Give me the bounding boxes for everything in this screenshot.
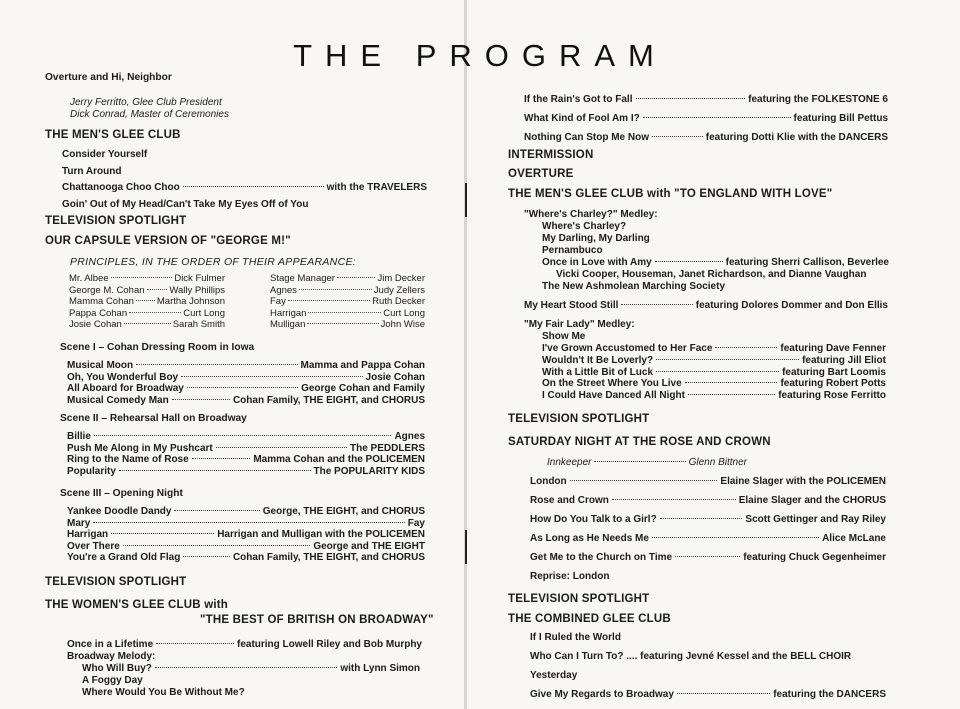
song-item: Where's Charley?	[542, 221, 627, 232]
song-row	[524, 113, 888, 124]
song-performer: Cohan Family, THE EIGHT, and CHORUS	[232, 552, 425, 563]
song-performer: featuring Dave Fenner	[780, 343, 886, 354]
song-performer: featuring Dolores Dommer and Don Ellis	[695, 300, 888, 311]
song-title: Rose and Crown	[530, 495, 609, 506]
song-row	[530, 495, 886, 506]
song-row	[67, 529, 425, 540]
song-title: Who Will Buy?	[82, 663, 152, 674]
song-title: Popularity	[67, 465, 116, 477]
cast-actor: Ruth Decker	[372, 296, 425, 307]
song-performer: Harrigan and Mulligan with the POLICEMEN	[217, 529, 425, 540]
song-title: Chattanooga Choo Choo	[62, 182, 180, 193]
song-performer: featuring Dotti Klie with the DANCERS	[705, 132, 888, 143]
song-row	[67, 395, 425, 406]
song-title: London	[530, 476, 567, 487]
song-performer: featuring Bill Pettus	[793, 113, 888, 124]
song-performer: Fay	[407, 517, 425, 529]
section-heading: OVERTURE	[508, 168, 574, 180]
song-item: Broadway Melody:	[67, 651, 156, 662]
medley-heading: "Where's Charley?" Medley:	[524, 209, 658, 220]
song-title: Yankee Doodle Dandy	[67, 506, 172, 517]
song-item: Goin' Out of My Head/Can't Take My Eyes Off of You	[62, 199, 309, 210]
song-row	[67, 443, 425, 454]
song-title: Push Me Along in My Pushcart	[67, 442, 213, 454]
cast-role: George M. Cohan	[69, 284, 145, 296]
song-performer: with Lynn Simon	[340, 663, 420, 674]
song-row	[67, 518, 425, 529]
song-title: You're a Grand Old Flag	[67, 552, 181, 563]
song-performer: George, THE EIGHT, and CHORUS	[262, 506, 425, 517]
song-performer: Josie Cohan	[365, 371, 425, 383]
song-title: If the Rain's Got to Fall	[524, 94, 633, 105]
cast-actor: Glenn Bittner	[688, 457, 747, 468]
cast-row	[69, 273, 225, 284]
song-row	[524, 132, 888, 143]
scene-heading: Scene II – Rehearsal Hall on Broadway	[60, 413, 247, 424]
cast-row	[270, 296, 425, 307]
song-performer: featuring Robert Potts	[780, 378, 886, 390]
section-heading: THE WOMEN'S GLEE CLUB with	[45, 599, 228, 611]
song-item: A Foggy Day	[82, 675, 143, 686]
song-title: I Could Have Danced All Night	[542, 390, 685, 402]
cast-row	[69, 308, 225, 319]
song-title: Oh, You Wonderful Boy	[67, 371, 179, 383]
cast-actor: Judy Zellers	[373, 284, 425, 296]
song-title: Musical Moon	[67, 360, 134, 371]
song-title: Give My Regards to Broadway	[530, 689, 674, 700]
song-item: Reprise: London	[530, 571, 610, 582]
page-spine	[464, 0, 467, 709]
song-item: If I Ruled the World	[530, 632, 621, 643]
song-title: Over There	[67, 540, 120, 552]
medley-heading: "My Fair Lady" Medley:	[524, 319, 635, 330]
song-title: On the Street Where You Live	[542, 378, 682, 390]
song-performer: Agnes	[394, 431, 425, 442]
song-row	[530, 476, 886, 487]
song-row	[542, 390, 886, 401]
cast-role: Mamma Cohan	[69, 296, 134, 307]
song-row	[524, 94, 888, 105]
song-row	[530, 552, 886, 563]
song-title: Once in Love with Amy	[542, 257, 652, 268]
song-performer: Scott Gettinger and Ray Riley	[745, 514, 886, 525]
cast-row	[547, 457, 747, 468]
song-title: Once in a Lifetime	[67, 639, 154, 650]
section-heading: "THE BEST OF BRITISH ON BROADWAY"	[200, 614, 434, 626]
song-performer: Elaine Slager with the POLICEMEN	[720, 476, 886, 487]
song-title: What Kind of Fool Am I?	[524, 113, 640, 124]
song-title: How Do You Talk to a Girl?	[530, 514, 657, 525]
song-row	[67, 383, 425, 394]
song-title: Billie	[67, 431, 91, 442]
song-title: Wouldn't It Be Loverly?	[542, 354, 654, 366]
song-row	[530, 689, 886, 700]
song-performer: Cohan Family, THE EIGHT, and CHORUS	[232, 394, 425, 406]
song-item: Yesterday	[530, 670, 578, 681]
section-heading: THE MEN'S GLEE CLUB	[45, 129, 181, 141]
song-performer: Alice McLane	[822, 533, 886, 544]
cast-actor: Sarah Smith	[172, 319, 225, 330]
song-title: I've Grown Accustomed to Her Face	[542, 343, 713, 354]
song-row	[524, 300, 888, 311]
song-row	[542, 257, 889, 268]
section-heading: THE MEN'S GLEE CLUB with "TO ENGLAND WITH LOVE"	[508, 188, 833, 200]
song-row	[67, 431, 425, 442]
song-row	[530, 533, 886, 544]
song-row	[542, 355, 886, 366]
cast-actor: Curt Long	[183, 307, 225, 319]
song-title: With a Little Bit of Luck	[542, 366, 654, 378]
song-row	[67, 372, 425, 383]
song-performer: featuring Rose Ferritto	[778, 390, 886, 402]
staple-mark	[465, 530, 467, 564]
cast-role: Josie Cohan	[69, 319, 122, 330]
song-title: Nothing Can Stop Me Now	[524, 132, 649, 143]
section-heading: INTERMISSION	[508, 149, 594, 161]
song-performer: with the TRAVELERS	[326, 182, 427, 193]
program-title: THE PROGRAM	[293, 38, 667, 73]
cast-role: Pappa Cohan	[69, 307, 128, 319]
cast-row	[270, 308, 425, 319]
song-row	[542, 378, 886, 389]
song-row	[67, 506, 425, 517]
cast-row	[270, 319, 425, 330]
cast-role: Stage Manager	[270, 273, 335, 284]
cast-actor: Jim Decker	[377, 273, 425, 284]
song-performer: featuring Chuck Gegenheimer	[743, 552, 886, 563]
section-heading: TELEVISION SPOTLIGHT	[508, 413, 650, 425]
song-row	[67, 639, 422, 650]
song-performer: featuring Lowell Riley and Bob Murphy	[236, 639, 422, 650]
cast-role: Mulligan	[270, 319, 306, 330]
credit-line: Jerry Ferritto, Glee Club President	[70, 97, 222, 108]
song-performer: The POPULARITY KIDS	[313, 465, 425, 477]
song-performer: George Cohan and Family	[301, 383, 425, 394]
cast-actor: Curt Long	[383, 307, 425, 319]
song-title: Ring to the Name of Rose	[67, 454, 189, 465]
scene-heading: Scene III – Opening Night	[60, 488, 183, 499]
song-performer: The PEDDLERS	[349, 442, 425, 454]
song-title: All Aboard for Broadway	[67, 383, 184, 394]
song-performer: George and THE EIGHT	[313, 540, 425, 552]
cast-actor: Wally Phillips	[169, 284, 225, 296]
song-item: Where Would You Be Without Me?	[82, 687, 245, 698]
song-title: My Heart Stood Still	[524, 300, 619, 311]
cast-actor: Martha Johnson	[156, 296, 225, 307]
section-heading: TELEVISION SPOTLIGHT	[45, 576, 187, 588]
song-row	[67, 552, 425, 563]
song-row	[82, 663, 420, 674]
song-item: Turn Around	[62, 166, 122, 177]
cast-role: Harrigan	[270, 307, 307, 319]
song-title: Harrigan	[67, 529, 109, 540]
song-performer: featuring the FOLKESTONE 6	[748, 94, 888, 105]
cast-row	[69, 285, 225, 296]
song-row	[67, 454, 425, 465]
song-item: Show Me	[542, 331, 586, 342]
song-item: Consider Yourself	[62, 149, 148, 160]
song-performer: Mamma and Pappa Cohan	[300, 360, 425, 371]
cast-actor: John Wise	[380, 319, 425, 330]
section-heading: TELEVISION SPOTLIGHT	[45, 215, 187, 227]
overture-heading: Overture and Hi, Neighbor	[45, 72, 172, 83]
song-performer: Mamma Cohan and the POLICEMEN	[253, 454, 425, 465]
song-performer: featuring Sherri Callison, Beverlee	[725, 257, 889, 268]
song-title: As Long as He Needs Me	[530, 533, 649, 544]
song-title: Mary	[67, 517, 91, 529]
cast-row	[270, 285, 425, 296]
cast-role: Agnes	[270, 284, 297, 296]
song-row	[67, 466, 425, 477]
song-title: Musical Comedy Man	[67, 394, 169, 406]
section-heading: OUR CAPSULE VERSION OF "GEORGE M!"	[45, 235, 291, 247]
cast-row	[69, 319, 225, 330]
section-heading: THE COMBINED GLEE CLUB	[508, 613, 671, 625]
credit-line: Dick Conrad, Master of Ceremonies	[70, 109, 229, 120]
song-row	[67, 541, 425, 552]
cast-role: Innkeeper	[547, 457, 592, 468]
cast-heading: PRINCIPLES, IN THE ORDER OF THEIR APPEARANCE:	[70, 256, 356, 268]
song-row	[67, 360, 425, 371]
cast-role: Fay	[270, 296, 286, 307]
song-performer: Elaine Slager and the CHORUS	[738, 495, 886, 506]
cast-row	[270, 273, 425, 284]
cast-row	[69, 296, 225, 307]
song-item: Vicki Cooper, Houseman, Janet Richardson, and Dianne Vaughan	[556, 269, 867, 280]
scene-heading: Scene I – Cohan Dressing Room in Iowa	[60, 342, 255, 353]
song-item: Who Can I Turn To? .... featuring Jevné Kessel and the BELL CHOIR	[530, 651, 852, 662]
cast-role: Mr. Albee	[69, 273, 109, 284]
song-item: The New Ashmolean Marching Society	[542, 281, 726, 292]
song-performer: featuring Bart Loomis	[782, 366, 886, 378]
section-heading: TELEVISION SPOTLIGHT	[508, 593, 650, 605]
cast-actor: Dick Fulmer	[174, 273, 225, 284]
song-item: My Darling, My Darling	[542, 233, 650, 244]
section-heading: SATURDAY NIGHT AT THE ROSE AND CROWN	[508, 436, 771, 448]
song-title: Get Me to the Church on Time	[530, 552, 673, 563]
song-row	[62, 182, 427, 193]
song-row	[530, 514, 886, 525]
staple-mark	[465, 183, 467, 217]
song-item: Pernambuco	[542, 245, 603, 256]
song-performer: featuring Jill Eliot	[802, 354, 886, 366]
song-row	[542, 343, 886, 354]
song-row	[542, 367, 886, 378]
song-performer: featuring the DANCERS	[773, 689, 886, 700]
